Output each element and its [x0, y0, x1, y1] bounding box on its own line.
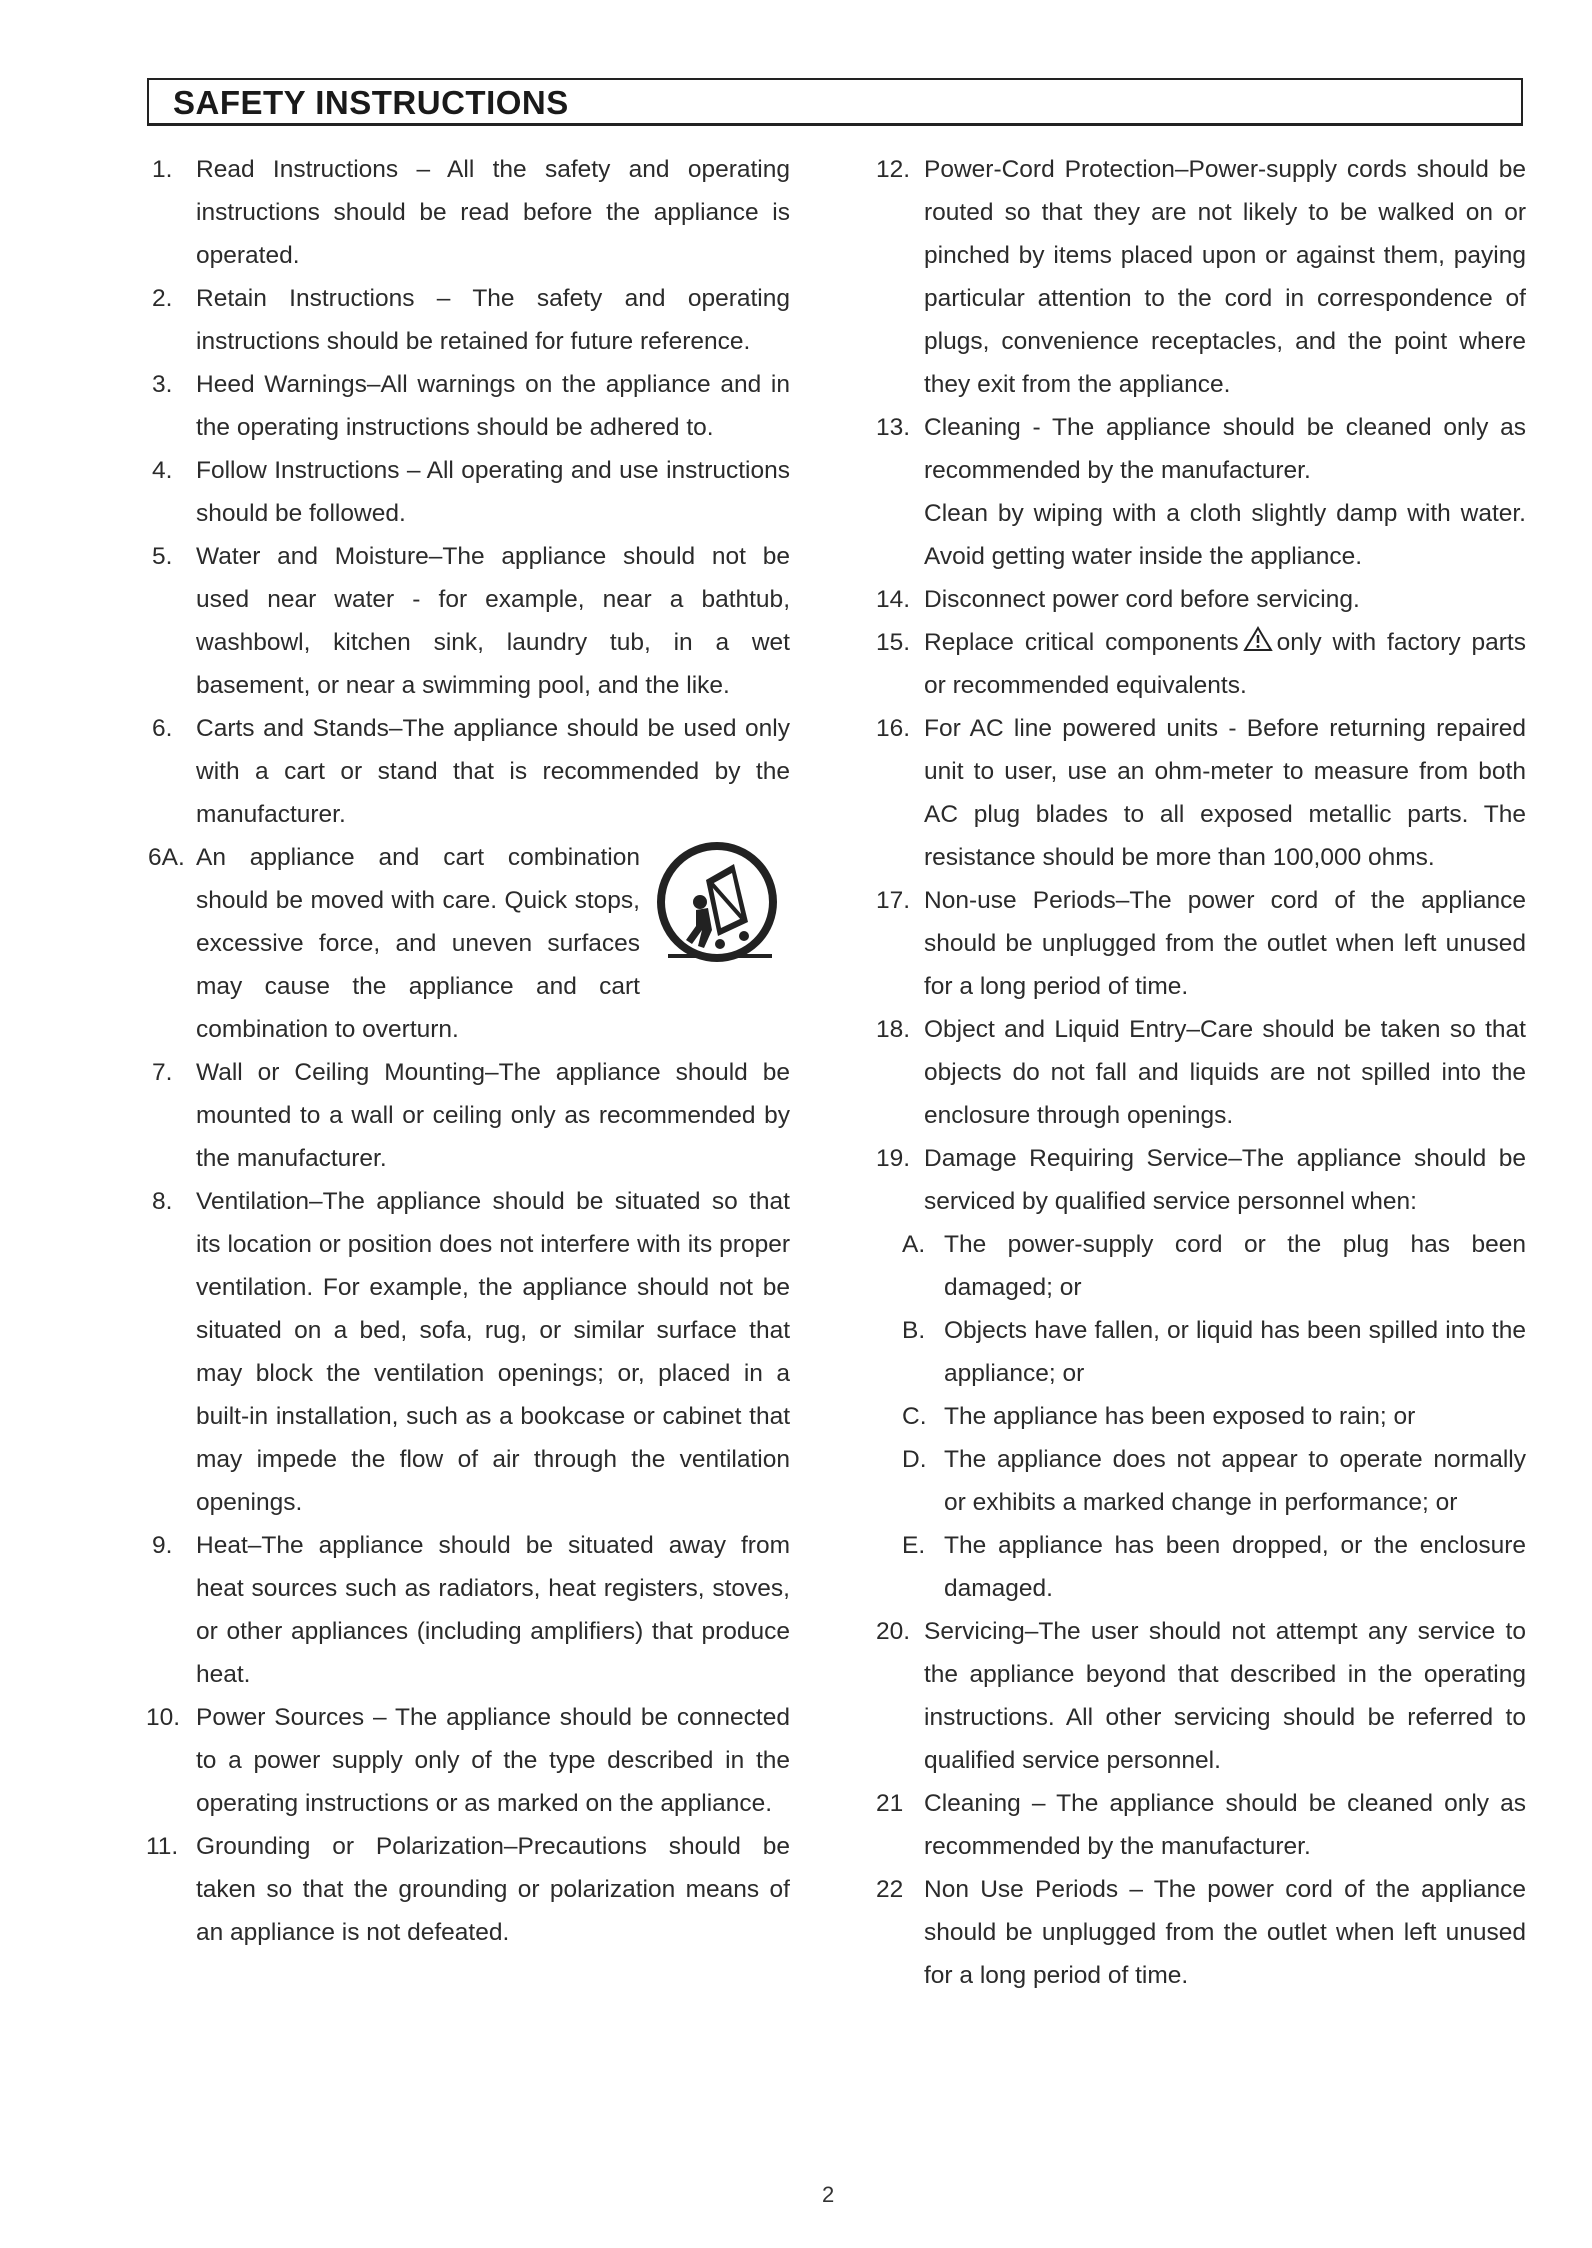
item-text: Retain Instructions – The safety and operating instructions should be retained for future reference.: [196, 285, 790, 355]
sub-item-text: The power-supply cord or the plug has been damaged; or: [944, 1231, 1526, 1301]
list-item: [150, 1180, 790, 1524]
sub-item-letter: B.: [902, 1317, 926, 1344]
item-text: Heat–The appliance should be situated away from heat sources such as radiators, heat registers, stoves, or other appliances (including amplifiers) that produce heat.: [196, 1532, 790, 1688]
list-item: [876, 1782, 1526, 1868]
item-text: Power Sources – The appliance should be connected to a power supply only of the type described in the operating instructions or as marked on the appliance.: [196, 1704, 790, 1817]
list-item: [876, 1008, 1526, 1137]
list-item: [876, 1610, 1526, 1782]
item-text: Cleaning - The appliance should be cleaned only as recommended by the manufacturer.: [924, 414, 1526, 484]
sub-item: [876, 1309, 1526, 1395]
list-item-6a: [150, 836, 790, 1051]
sub-item-letter: D.: [902, 1446, 927, 1473]
list-item: [876, 707, 1526, 879]
title-box: [147, 78, 1523, 126]
item-text: Water and Moisture–The appliance should not be used near water - for example, near a bathtub, washbowl, kitchen sink, laundry tub, in a wet basement, or near a swimming pool, and the like.: [196, 543, 790, 699]
item-text: Follow Instructions – All operating and use instructions should be followed.: [196, 457, 790, 527]
item-number: 17.: [876, 887, 911, 914]
right-column: [876, 148, 1526, 1997]
sub-item-text: The appliance has been dropped, or the enclosure damaged.: [944, 1532, 1526, 1602]
sub-item-text: The appliance has been exposed to rain; or: [944, 1403, 1416, 1430]
list-item: [876, 1137, 1526, 1223]
list-item: [876, 879, 1526, 1008]
item-text: Cleaning – The appliance should be cleaned only as recommended by the manufacturer.: [924, 1790, 1526, 1860]
item-number: 22: [876, 1876, 904, 1903]
item-number: 19.: [876, 1145, 911, 1172]
list-item-15: [876, 621, 1526, 707]
list-item: [876, 148, 1526, 406]
item-number: 9.: [152, 1532, 173, 1559]
item-number: 5.: [152, 543, 173, 570]
page-number: 2: [822, 2182, 835, 2207]
item-number: 13.: [876, 414, 911, 441]
item-number: 6A.: [148, 844, 185, 871]
item-number: 20.: [876, 1618, 911, 1645]
item-number: 16.: [876, 715, 911, 742]
item-text: Heed Warnings–All warnings on the appliance and in the operating instructions should be adhered to.: [196, 371, 790, 441]
item-text: Disconnect power cord before servicing.: [924, 586, 1360, 613]
list-item: [150, 1051, 790, 1180]
item-number: 4.: [152, 457, 173, 484]
item-number: 1.: [152, 156, 173, 183]
sub-item-letter: A.: [902, 1231, 926, 1258]
list-item: [150, 1524, 790, 1696]
item-number: 21: [876, 1790, 904, 1817]
item-text: Wall or Ceiling Mounting–The appliance should be mounted to a wall or ceiling only as recommended by the manufacturer.: [196, 1059, 790, 1172]
item-text: Object and Liquid Entry–Care should be taken so that objects do not fall and liquids are not spilled into the enclosure through openings.: [924, 1016, 1526, 1129]
sub-item: [876, 1438, 1526, 1524]
list-item: [876, 406, 1526, 578]
item-number: 14.: [876, 586, 911, 613]
sub-item-letter: C.: [902, 1403, 927, 1430]
item-text-after: only with factory parts or recommended equivalents.: [924, 629, 1526, 699]
caution-triangle-icon: [1243, 626, 1273, 652]
list-item: [150, 535, 790, 707]
list-item: [876, 578, 1526, 621]
item-text: For AC line powered units - Before returning repaired unit to user, use an ohm-meter to measure from both AC plug blades to all exposed metallic parts. The resistance should be more than 100,000 ohms.: [924, 715, 1526, 871]
cart-tip-over-warning-icon: [648, 840, 786, 972]
list-item: [150, 148, 790, 277]
sub-item-text: The appliance does not appear to operate normally or exhibits a marked change in performance; or: [944, 1446, 1526, 1516]
item-number: 11.: [146, 1833, 179, 1860]
item-text: Power-Cord Protection–Power-supply cords should be routed so that they are not likely to be walked on or pinched by items placed upon or against them, paying particular attention to the cord in correspondence of plugs, convenience receptacles, and the point where they exit from the appliance.: [924, 156, 1526, 398]
item-text: Non-use Periods–The power cord of the appliance should be unplugged from the outlet when left unused for a long period of time.: [924, 887, 1526, 1000]
item-text: Read Instructions – All the safety and operating instructions should be read before the appliance is operated.: [196, 156, 790, 269]
item-text: Servicing–The user should not attempt any service to the appliance beyond that described in the operating instructions. All other servicing should be referred to qualified service personnel.: [924, 1618, 1526, 1774]
item-text: An appliance and cart combination should be moved with care. Quick stops, excessive force, and uneven surfaces may cause the appliance and cart combination to overturn.: [196, 844, 640, 1043]
sub-item: [876, 1395, 1526, 1438]
sub-item-letter: E.: [902, 1532, 926, 1559]
left-items-group: [150, 148, 790, 836]
item-number: 12.: [876, 156, 911, 183]
item-text: Ventilation–The appliance should be situated so that its location or position does not interfere with its proper ventilation. For example, the appliance should not be situated on a bed, sofa, rug, or similar surface that may block the ventilation openings; or, placed in a built-in installation, such as a bookcase or cabinet that may impede the flow of air through the ventilation openings.: [196, 1188, 790, 1516]
item-text-before: Replace critical components: [924, 629, 1239, 656]
item-extra-text: Clean by wiping with a cloth slightly damp with water. Avoid getting water inside the appliance.: [924, 500, 1526, 570]
item-number: 7.: [152, 1059, 173, 1086]
item-number: 2.: [152, 285, 173, 312]
item-text: Carts and Stands–The appliance should be used only with a cart or stand that is recommended by the manufacturer.: [196, 715, 790, 828]
item-number: 6.: [152, 715, 173, 742]
item-text: Damage Requiring Service–The appliance should be serviced by qualified service personnel when:: [924, 1145, 1526, 1215]
list-item: [150, 277, 790, 363]
item-number: 3.: [152, 371, 173, 398]
sub-item: [876, 1524, 1526, 1610]
left-items-b-group: [146, 1051, 790, 1954]
item-text: Grounding or Polarization–Precautions should be taken so that the grounding or polarization means of an appliance is not defeated.: [196, 1833, 790, 1946]
item-number: 10.: [146, 1704, 181, 1731]
list-item: [150, 363, 790, 449]
sub-item: [876, 1223, 1526, 1309]
list-item: [146, 1696, 790, 1825]
list-item: [876, 1868, 1526, 1997]
list-item: [150, 449, 790, 535]
page-title: SAFETY INSTRUCTIONS: [173, 84, 569, 121]
item-number: 8.: [152, 1188, 173, 1215]
item-number: 18.: [876, 1016, 911, 1043]
list-item: [150, 707, 790, 836]
item-text: Non Use Periods – The power cord of the appliance should be unplugged from the outlet when left unused for a long period of time.: [924, 1876, 1526, 1989]
sub-item-text: Objects have fallen, or liquid has been spilled into the appliance; or: [944, 1317, 1526, 1387]
list-item: [146, 1825, 790, 1954]
item-number: 15.: [876, 629, 911, 656]
left-column: [146, 148, 790, 1954]
